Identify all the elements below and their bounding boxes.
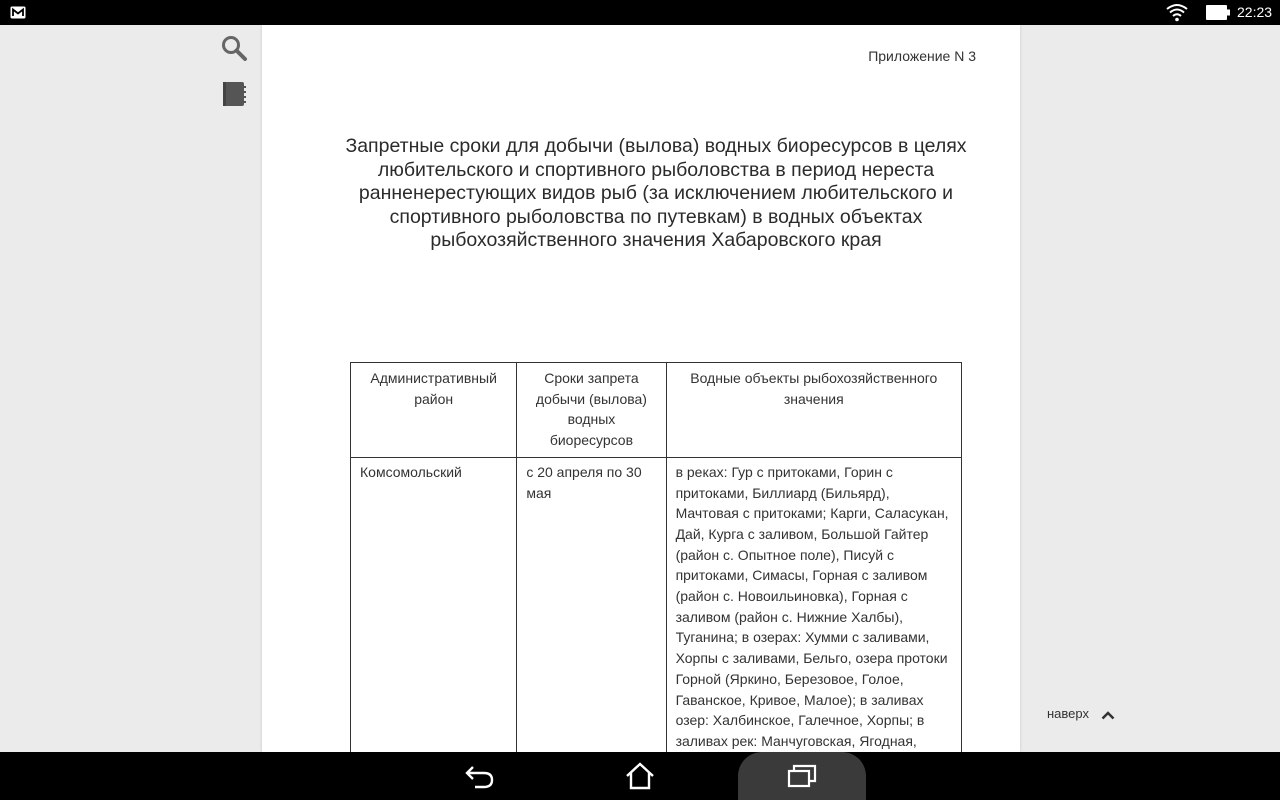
cell-district: Комсомольский xyxy=(351,457,517,779)
wifi-icon xyxy=(1166,3,1188,22)
document-page xyxy=(262,25,1020,752)
chevron-up-icon xyxy=(1101,710,1115,720)
table-row xyxy=(351,457,962,779)
mail-icon xyxy=(10,6,26,19)
header-water-bodies: Водные объекты рыбохозяйственного значения xyxy=(666,363,961,458)
back-button[interactable] xyxy=(440,752,520,800)
notes-button[interactable] xyxy=(220,80,248,108)
cell-water-bodies: в реках: Гур с притоками, Горин с притоками, Биллиард (Бильярд), Мачтовая с притоками; Карги, Саласукан, Дай, Курга с заливом, Большой Гайтер (район с. Опытное поле), Писуй с притоками, Симасы, Горная с заливом (район с. Новоильиновка), Горная с заливом (район с. Нижние Халбы), Туганина; в озерах: Хумми с заливами, Хорпы с заливами, Бельго, озера протоки Горной (Яркино, Березовое, Голое, Гаванское, Кривое, Малое); в заливах озер: Халбинское, Галечное, Хорпы; в заливах рек: Манчуговская, Ягодная, xyxy=(666,457,961,779)
notebook-icon xyxy=(220,80,248,108)
document-title: Запретные сроки для добычи (вылова) водных биоресурсов в целях любительского и спортивного рыболовства в период нереста ранненерестующих видов рыб (за исключением любительского и спортивного рыболовства по путевкам) в водных объектах рыбохозяйственного значения Хабаровского края xyxy=(345,135,967,252)
home-button[interactable] xyxy=(600,752,680,800)
clock: 22:23 xyxy=(1237,4,1273,20)
recent-apps-button[interactable] xyxy=(738,752,866,800)
home-icon xyxy=(625,762,655,790)
search-button[interactable] xyxy=(220,34,248,62)
back-icon xyxy=(465,763,495,789)
search-icon xyxy=(220,34,248,62)
appendix-label: Приложение N 3 xyxy=(868,48,976,64)
header-period: Сроки запрета добычи (вылова) водных биоресурсов xyxy=(517,363,666,458)
scroll-to-top-label: наверх xyxy=(1047,706,1089,721)
battery-icon xyxy=(1206,5,1230,20)
table-header-row xyxy=(351,363,962,458)
cell-period: с 20 апреля по 30 мая xyxy=(517,457,666,779)
restriction-table xyxy=(350,362,962,779)
header-district: Административный район xyxy=(351,363,517,458)
recent-apps-icon xyxy=(787,764,817,788)
navigation-bar xyxy=(0,752,1280,800)
status-bar xyxy=(0,0,1280,25)
scroll-to-top-link[interactable] xyxy=(1047,706,1115,721)
